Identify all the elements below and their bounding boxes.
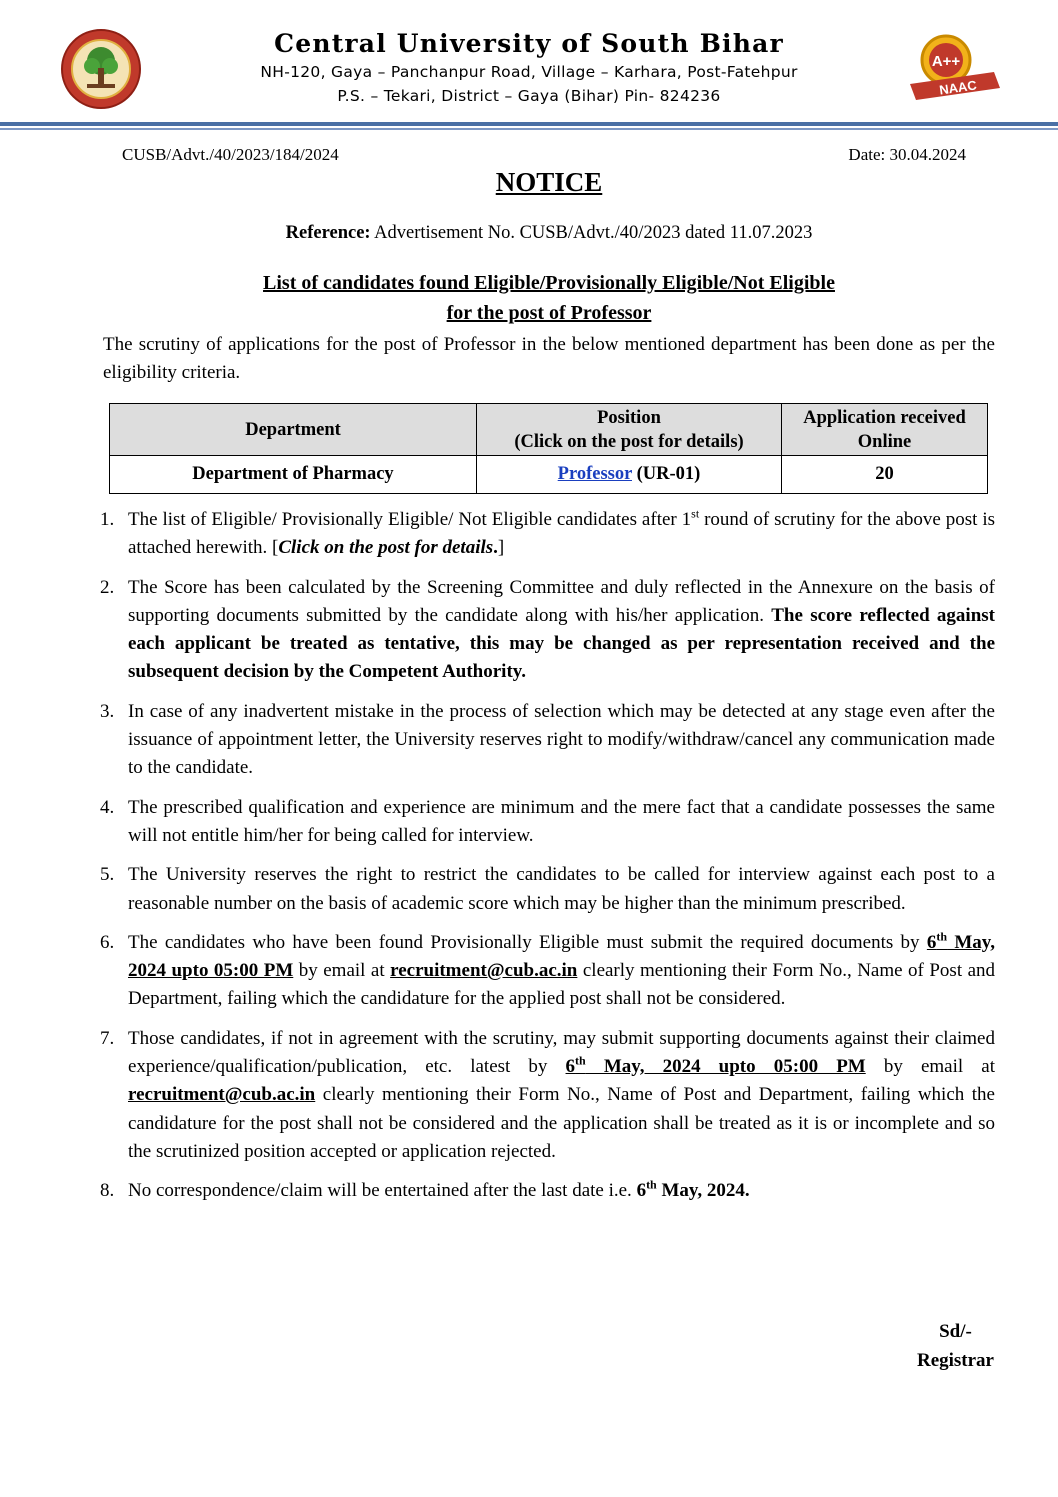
header-applications-line-1: Application received xyxy=(803,407,966,428)
list-item xyxy=(100,1025,995,1166)
header-applications-line-2: Online xyxy=(857,431,912,452)
p3-text: In case of any inadvertent mistake in the process of selection which may be detected at any stage even after the issuance of appointment letter, the University reserves right to modify/withdraw/cancel any communication made to the candidate. xyxy=(128,700,995,779)
notice-points-list xyxy=(100,506,996,1217)
reference-text: Advertisement No. CUSB/Advt./40/2023 dated 11.07.2023 xyxy=(370,223,813,243)
item-number: 3. xyxy=(100,700,115,722)
address-line-1: NH-120, Gaya – Panchanpur Road, Village – Karhara, Post-Fatehpur xyxy=(260,63,798,81)
p7-recruitment-email[interactable]: recruitment@cub.ac.in xyxy=(128,1084,316,1106)
p7-text-a: Those candidates, if not in agreement with the scrutiny, may submit supporting documents against their claimed experience/qualification/publication, etc. latest by xyxy=(128,1027,995,1078)
p7-text-c: clearly mentioning their Form No., Name of Post and Department, failing which the candidature for the post shall not be considered and the application shall be treated as it is or incomplete and so the scrutinized position accepted or application rejected. xyxy=(128,1084,995,1162)
eligibility-table xyxy=(109,403,988,494)
table-row xyxy=(110,456,988,494)
notice-title: NOTICE xyxy=(495,167,603,197)
address-line-2: P.S. – Tekari, District – Gaya (Bihar) Pin- 824236 xyxy=(337,87,721,105)
list-title-line-2: for the post of Professor xyxy=(446,302,652,324)
p7-text-b: by email at xyxy=(865,1056,995,1078)
table-header-row xyxy=(110,404,988,456)
p6-deadline-sup: th xyxy=(936,929,948,944)
p4-text: The prescribed qualification and experience are minimum and the mere fact that a candidate possesses the same will not entitle him/her for being called for interview. xyxy=(128,796,995,846)
p6-text-c: clearly mentioning their Form No., Name of Post and Department, failing which the candidature for the applied post shall not be considered. xyxy=(128,960,996,1010)
header-rule-thick xyxy=(0,122,1058,126)
header-applications xyxy=(782,404,988,456)
p1-text-a: The list of Eligible/ Provisionally Eligible/ Not Eligible candidates after 1 xyxy=(128,509,692,530)
signature-block xyxy=(917,1317,994,1375)
header-position-line-1: Position xyxy=(597,407,661,428)
p8-last-date xyxy=(636,1177,750,1202)
p1-text-b: round of scrutiny for the above post is attached herewith. [ xyxy=(128,509,995,559)
naac-grade-text: A++ xyxy=(931,53,961,70)
signature-sd: Sd/- xyxy=(939,1321,972,1342)
list-title-line-1: List of candidates found Eligible/Provisionally Eligible/Not Eligible xyxy=(263,272,835,294)
header-position xyxy=(477,404,782,456)
header-position-line-2: (Click on the post for details) xyxy=(514,431,744,452)
list-item xyxy=(100,794,995,851)
naac-badge-logo xyxy=(906,32,1002,104)
item-number: 8. xyxy=(100,1180,115,1202)
p8-text-a: No correspondence/claim will be entertained after the last date i.e. xyxy=(128,1180,637,1202)
letterhead xyxy=(0,0,1058,135)
cell-applications: 20 xyxy=(782,456,988,494)
list-item xyxy=(100,574,995,687)
p8-last-date-sup: th xyxy=(646,1177,657,1192)
list-item xyxy=(100,698,995,783)
p6-recruitment-email[interactable]: recruitment@cub.ac.in xyxy=(390,960,578,982)
header-rule-thin xyxy=(0,128,1058,130)
intro-paragraph: The scrutiny of applications for the post of Professor in the below mentioned department has been done as per the eligibility criteria. xyxy=(103,334,995,383)
p5-text: The University reserves the right to restrict the candidates to be called for interview against each post to a reasonable number on the basis of academic score which may be higher than the minimum prescribed. xyxy=(128,864,995,914)
advertisement-reference xyxy=(0,223,1058,244)
professor-post-link[interactable]: Professor xyxy=(557,464,632,484)
p6-deadline-rest: May, 2024 upto 05:00 PM xyxy=(128,931,995,982)
naac-label-text: NAAC xyxy=(938,77,978,98)
p6-text-a: The candidates who have been found Provisionally Eligible must submit the required documents by xyxy=(128,931,927,953)
p7-deadline-sup: th xyxy=(575,1053,586,1068)
university-name: Central University of South Bihar xyxy=(274,29,784,58)
p6-deadline-day: 6 xyxy=(926,931,937,953)
list-title xyxy=(0,268,1058,328)
item-number: 6. xyxy=(100,931,115,953)
p2-text-bold: The score reflected against each applicant be treated as tentative, this may be changed as per representation received and the subsequent decision by the Competent Authority. xyxy=(128,604,995,683)
p1-click-hint: Click on the post for details xyxy=(278,537,494,559)
p2-text-a: The Score has been calculated by the Screening Committee and duly reflected in the Annexure on the basis of supporting documents submitted by the candidate along with his/her application. xyxy=(128,576,995,626)
cell-position xyxy=(477,456,782,494)
p6-text-b: by email at xyxy=(293,960,391,982)
p1-text-d: . xyxy=(493,537,498,559)
header-department: Department xyxy=(110,404,477,456)
list-item xyxy=(100,506,995,563)
reference-label: Reference: xyxy=(285,223,371,243)
item-number: 1. xyxy=(100,509,115,530)
p7-deadline xyxy=(565,1053,866,1078)
item-number: 2. xyxy=(100,576,115,598)
p1-sup: st xyxy=(691,506,700,521)
p8-last-date-day: 6 xyxy=(636,1180,647,1202)
cell-department: Department of Pharmacy xyxy=(110,456,477,494)
p7-deadline-day: 6 xyxy=(565,1056,576,1078)
p7-deadline-rest: May, 2024 upto 05:00 PM xyxy=(585,1056,866,1078)
p1-text-e: ] xyxy=(497,537,505,559)
item-number: 5. xyxy=(100,864,115,886)
p8-last-date-rest: May, 2024. xyxy=(656,1180,750,1202)
reference-number: CUSB/Advt./40/2023/184/2024 xyxy=(122,145,339,164)
list-item xyxy=(100,1177,995,1205)
list-item xyxy=(100,929,996,1014)
item-number: 4. xyxy=(100,796,115,818)
notice-date: Date: 30.04.2024 xyxy=(848,145,966,164)
position-category: (UR-01) xyxy=(632,464,701,484)
list-item xyxy=(100,861,995,918)
item-number: 7. xyxy=(100,1027,115,1049)
signature-registrar: Registrar xyxy=(916,1350,994,1371)
